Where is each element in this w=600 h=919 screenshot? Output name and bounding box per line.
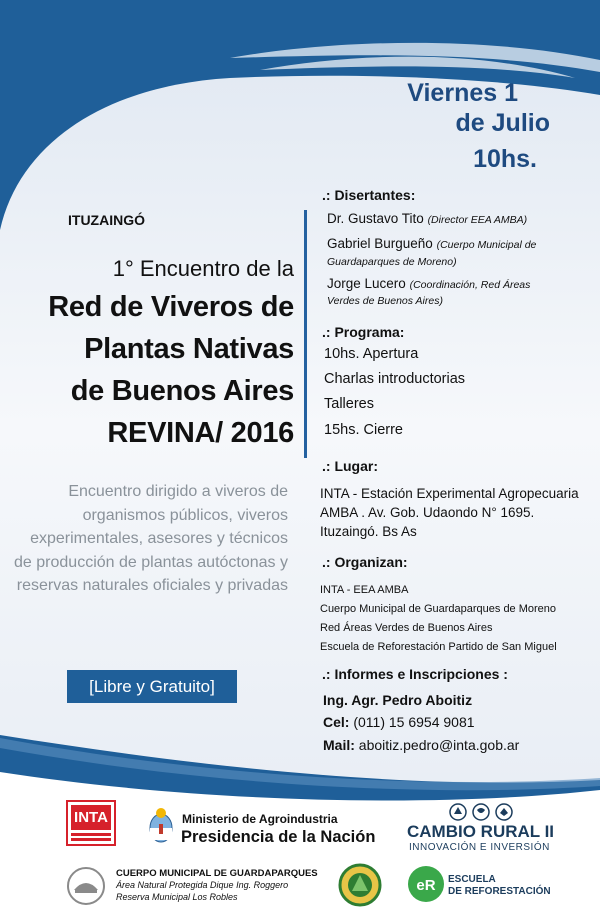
argentina-coat-of-arms-icon [146,806,176,846]
cel-value: (011) 15 6954 9081 [349,714,475,730]
speaker-3-role-cont: Verdes de Buenos Aires) [327,295,443,307]
lugar-line: AMBA . Av. Gob. Udaondo N° 1695. [320,505,535,520]
speaker-3 [327,276,530,291]
organizer-item: Red Áreas Verdes de Buenos Aires [320,622,493,634]
mail-value: aboitiz.pedro@inta.gob.ar [354,737,520,753]
programa-item: 10hs. Apertura [324,346,419,362]
programa-item: 15hs. Cierre [324,422,403,438]
programa-heading: .: Programa: [322,324,405,340]
speaker-1-name: Dr. Gustavo Tito [327,211,424,226]
organizer-item: Escuela de Reforestación Partido de San Miguel [320,641,557,653]
title-line-2: Red de Viveros de [48,291,294,323]
ministerio-line-1: Ministerio de Agroindustria [182,812,338,826]
lugar-heading: .: Lugar: [322,458,378,474]
lugar-line: Ituzaingó. Bs As [320,524,417,539]
guardaparques-logo-icon [66,866,106,906]
cambio-rural-icons [448,802,514,822]
speaker-2-role: (Cuerpo Municipal de [436,239,537,251]
organizer-item: INTA - EEA AMBA [320,584,409,596]
divider-line [304,210,307,458]
title-line-5: REVINA/ 2016 [107,417,294,449]
title-line-4: de Buenos Aires [70,375,294,407]
lugar-line: INTA - Estación Experimental Agropecuaria [320,486,579,501]
contact-cel [323,714,475,730]
mail-label: Mail: [323,737,355,753]
organizan-heading: .: Organizan: [322,554,408,570]
free-badge: [Libre y Gratuito] [67,670,237,703]
red-areas-verdes-seal-icon [338,863,382,907]
date-time: 10hs. [473,145,537,173]
date-month: de Julio [455,109,550,137]
guardaparques-line-2: Área Natural Protegida Dique Ing. Roggero [116,880,289,890]
escuela-mark: eR [416,877,436,894]
inta-logo [66,800,116,846]
cel-label: Cel: [323,714,350,730]
speaker-3-role: (Coordinación, Red Áreas [409,279,531,291]
speaker-2 [327,236,536,251]
ministerio-line-2: Presidencia de la Nación [181,828,376,846]
location-tag: ITUZAINGÓ [68,212,145,228]
speaker-2-name: Gabriel Burgueño [327,236,433,251]
speaker-1-role: (Director EEA AMBA) [427,214,528,226]
guardaparques-line-3: Reserva Municipal Los Robles [116,892,238,902]
programa-item: Talleres [324,396,374,412]
speaker-2-role-cont: Guardaparques de Moreno) [327,256,457,268]
cambio-rural-title: CAMBIO RURAL II [407,822,555,841]
cambio-rural-subtitle: INNOVACIÓN E INVERSIÓN [409,842,550,853]
guardaparques-line-1: CUERPO MUNICIPAL DE GUARDAPARQUES [116,868,318,879]
informes-heading: .: Informes e Inscripciones : [322,666,508,682]
escuela-reforestacion-logo-icon [406,864,446,904]
organizer-item: Cuerpo Municipal de Guardaparques de Moreno [320,603,557,615]
date-day: Viernes 1 [407,79,518,107]
disertantes-heading: .: Disertantes: [322,187,416,203]
escuela-line-1: ESCUELA [448,874,496,885]
speaker-1 [327,211,527,226]
escuela-line-2: DE REFORESTACIÓN [448,886,551,897]
contact-name: Ing. Agr. Pedro Aboitiz [323,692,473,708]
event-description: Encuentro dirigido a viveros de organismos públicos, viveros experimentales, asesores y técnicos de producción de plantas autóctonas y reservas naturales oficiales y privadas [14,483,288,594]
contact-mail [323,737,519,753]
inta-logo-text: INTA [71,805,111,830]
title-line-3: Plantas Nativas [84,333,294,365]
programa-item: Charlas introductorias [324,371,466,387]
speaker-3-name: Jorge Lucero [327,276,406,291]
title-line-1: 1° Encuentro de la [112,256,294,281]
